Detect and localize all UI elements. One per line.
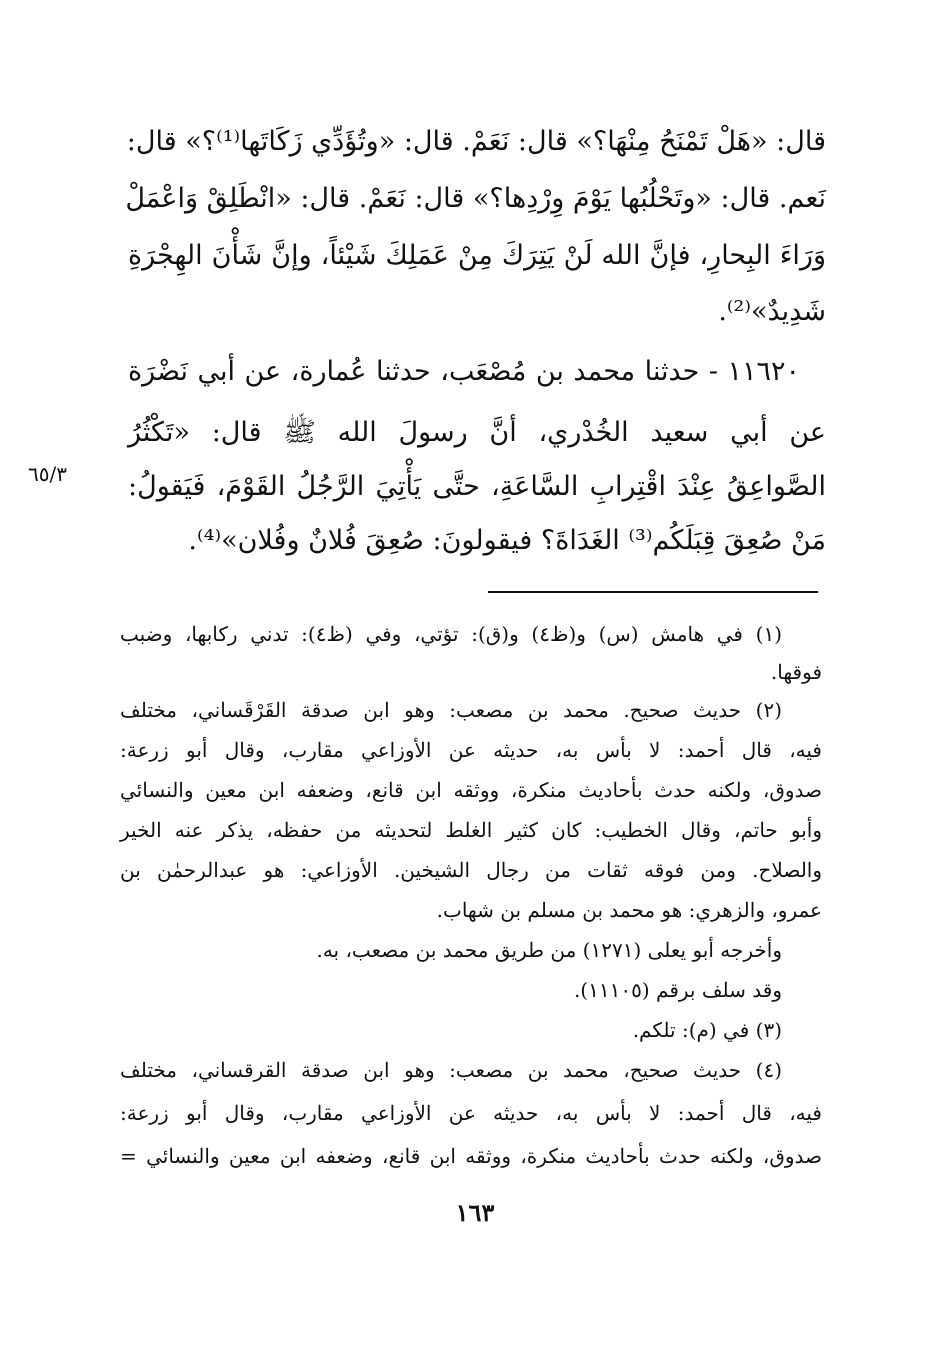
footnote-line-14: صدوق، ولكنه حدث بأحاديث منكرة، ووثقه ابن قانع، وضعفه ابن معين والنسائي =: [120, 1144, 822, 1168]
hadith-line-1: ١١٦٢٠ - حدثنا محمد بن مُصْعَب، حدثنا عُمارة، عن أبي نَضْرَة: [128, 356, 800, 387]
hadith-line-3: الصَّواعِقُ عِنْدَ اقْتِرابِ السَّاعَةِ، حتَّى يَأْتِيَ الرَّجُلُ القَوْمَ، فَيَقولُ:: [128, 471, 826, 502]
footnote-separator: [488, 591, 818, 593]
footnote-line-11: (٣) في (م): تلكم.: [632, 1018, 782, 1042]
footnote-line-13: فيه، قال أحمد: لا بأس به، حديثه عن الأوزاعي مقارب، وقال أبو زرعة:: [120, 1101, 822, 1125]
footnote-line-2: فوقها.: [770, 660, 822, 684]
footnote-line-5: صدوق، ولكنه حدث بأحاديث منكرة، ووثقه ابن قانع، وضعفه ابن معين والنسائي: [120, 778, 823, 802]
footnote-line-9: وأخرجه أبو يعلى (١٢٧١) من طريق محمد بن مصعب، به.: [316, 938, 782, 962]
main-text-line-2: نَعم. قال: «وتَحْلُبُها يَوْمَ وِرْدِها؟» قال: نَعَمْ. قال: «انْطَلِقْ وَاعْمَلْ: [125, 183, 826, 214]
page-number: ١٦٣: [455, 1198, 495, 1227]
footnote-line-10: وقد سلف برقم (١١١٠٥).: [573, 978, 782, 1002]
hadith-line-4: مَنْ صُعِقَ قِبَلَكُم⁽³⁾ الغَدَاةَ؟ فيقولونَ: صُعِقَ فُلانٌ وفُلان»⁽⁴⁾.: [188, 525, 826, 556]
footnote-line-12: (٤) حديث صحيح، محمد بن مصعب: وهو ابن صدقة القرقساني، مختلف: [120, 1058, 782, 1082]
hadith-line-2: عن أبي سعيد الخُدْري، أنَّ رسولَ الله ﷺ قال: «تَكْثُرُ: [128, 417, 826, 448]
margin-reference: ٦٥/٣: [28, 462, 67, 486]
main-text-line-3: وَرَاءَ البِحارِ، فإنَّ الله لَنْ يَتِرَكَ مِنْ عَمَلِكَ شَيْئاً، وإنَّ شَأْنَ الهِجْرَةِ: [128, 240, 826, 271]
footnote-line-1: (١) في هامش (س) و(ظ٤) و(ق): تؤتي، وفي (ظ٤): تدني ركابها، وضبب: [120, 622, 782, 646]
footnote-line-8: عمرو، والزهري: هو محمد بن مسلم بن شهاب.: [436, 898, 822, 922]
footnote-line-3: (٢) حديث صحيح. محمد بن مصعب: وهو ابن صدقة القَرْقَساني، مختلف: [120, 698, 782, 722]
main-text-line-4: شَدِيدٌ»⁽²⁾.: [718, 296, 826, 327]
main-text-line-1: قال: «هَلْ تَمْنَحُ مِنْهَا؟» قال: نَعَمْ. قال: «وتُؤَدِّي زَكَاتَها⁽¹⁾؟» قال:: [126, 126, 826, 157]
footnote-line-4: فيه، قال أحمد: لا بأس به، حديثه عن الأوزاعي مقارب، وقال أبو زرعة:: [120, 738, 822, 762]
footnote-line-6: وأبو حاتم، وقال الخطيب: كان كثير الغلط لتحديثه من حفظه، يذكر عنه الخير: [120, 818, 822, 842]
footnote-line-7: والصلاح. ومن فوقه ثقات من رجال الشيخين. الأوزاعي: هو عبدالرحمٰن بن: [120, 858, 823, 882]
